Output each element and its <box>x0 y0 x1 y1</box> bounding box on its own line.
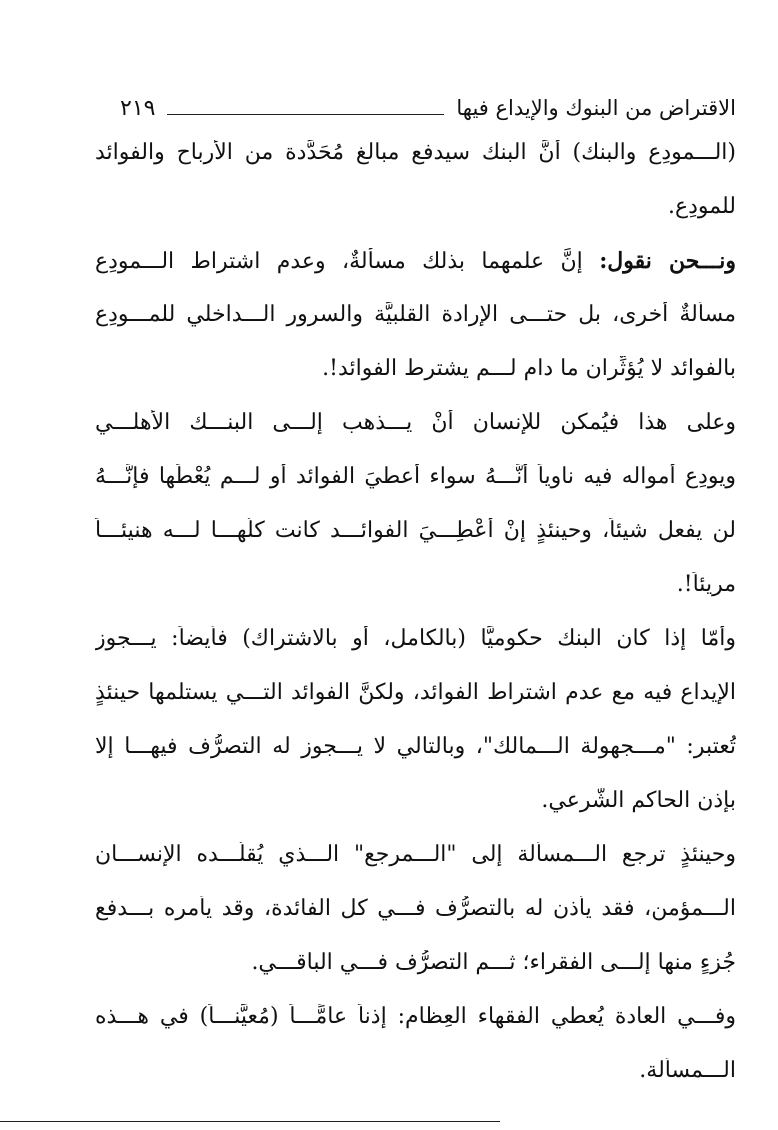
footer-rule <box>0 1121 500 1122</box>
text-line: لن يفعل شيئاً، وحينئذٍ إنْ أُعْطِـــيَ الفوائـــد كانت كلّهـــا لـــه هنيئـــاً <box>95 518 736 543</box>
text-line: وحينئذٍ ترجع الـــمسألة إلى "الـــمرجع" الـــذي يُقلّـــده الإنســـان <box>95 842 736 867</box>
text-line: الـــمسألة. <box>639 1058 736 1083</box>
text-line: وأمّا إذا كان البنك حكوميًّا (بالكامل، أو بالاشتراك) فأيضاً: يـــجوز <box>95 626 736 651</box>
text-line-rest: إنَّ علمهما بذلك مسألةٌ، وعدم اشتراط الـــمودِع <box>95 249 583 274</box>
text-line: (الـــمودِع والبنك) أنَّ البنك سيدفع مبالغ مُحَدَّدة من الأرباح والفوائد <box>95 140 736 165</box>
page-number: ٢١٩ <box>120 95 156 121</box>
text-line: الـــمؤمن، فقد يأذن له بالتصرُّف فـــي كل الفائدة، وقد يأمره بـــدفع <box>95 896 736 921</box>
page-header <box>120 88 736 128</box>
body-text <box>95 140 736 1112</box>
text-line: بالفوائد لا يُؤثِّران ما دام لـــم يشترط الفوائد!. <box>322 356 736 381</box>
text-line: ويودِع أمواله فيه ناوياً أنَّـــهُ سواء أُعطيَ الفوائد أو لـــم يُعْطَها فإنَّـــهُ <box>95 464 736 489</box>
text-line: تُعتبر: "مـــجهولة الـــمالك"، وبالتالي لا يـــجوز له التصرُّف فيهـــا إلا <box>95 734 736 759</box>
text-line: للمودِع. <box>668 194 736 219</box>
text-line: مريئاً!. <box>676 572 736 597</box>
text-line: وفـــي العادة يُعطي الفقهاء العِظام: إذناً عامًّـــاً (مُعيَّنـــاً) في هـــذه <box>95 1004 736 1029</box>
running-title: الاقتراض من البنوك والإيداع فيها <box>456 96 736 120</box>
text-line: مسألةٌ أخرى، بل حتـــى الإرادة القلبيَّة والسرور الـــداخلي للمـــودِع <box>95 302 736 327</box>
header-rule <box>167 114 444 115</box>
text-line-with-bold-lead <box>95 248 736 302</box>
text-line: وعلى هذا فيُمكن للإنسان أنْ يـــذهب إلـــى البنـــك الأهلـــي <box>95 410 736 435</box>
bold-lead: ونـــحن نقول: <box>599 248 736 274</box>
text-line: جُزءٍ منها إلـــى الفقراء؛ ثـــم التصرُّف فـــي الباقـــي. <box>251 950 736 975</box>
text-line: الإيداع فيه مع عدم اشتراط الفوائد، ولكنَّ الفوائد التـــي يستلمها حينئذٍ <box>95 680 736 705</box>
text-line: بإذن الحاكم الشَّرعي. <box>541 788 736 813</box>
